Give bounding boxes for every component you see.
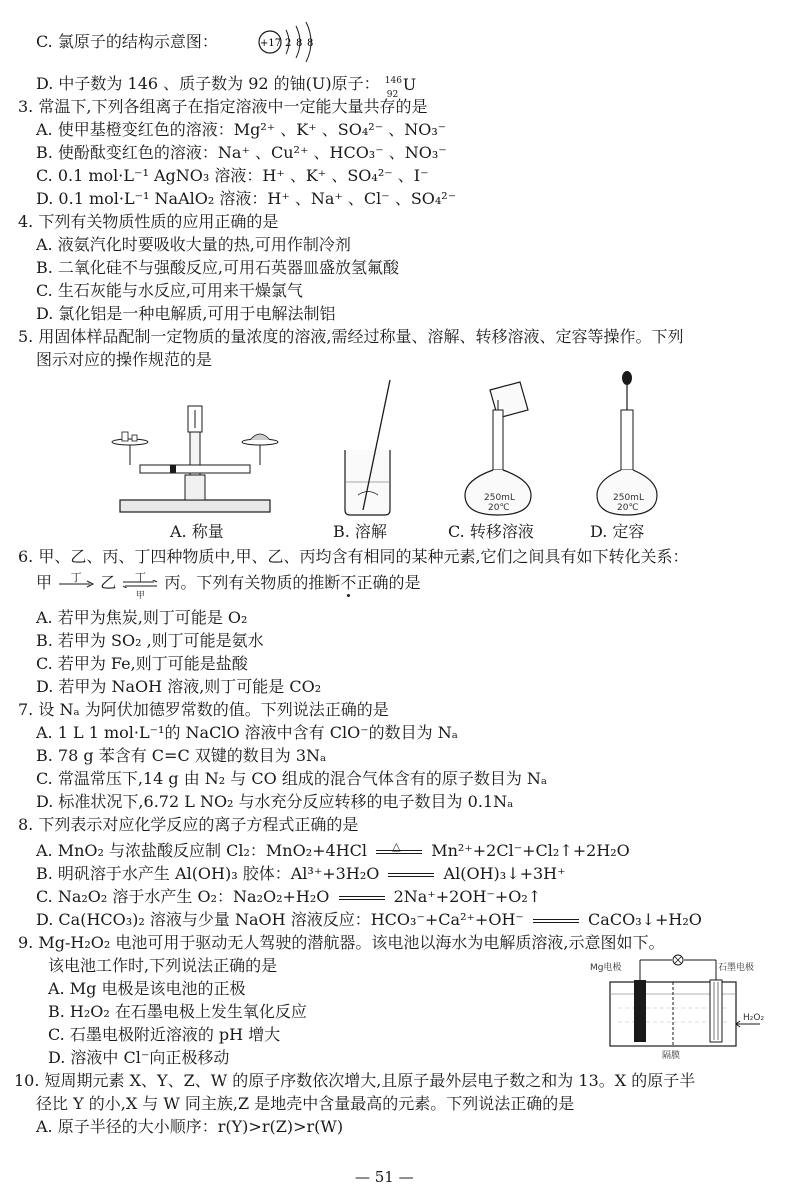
option-4c: C. 生石灰能与水反应,可用来干燥氯气 [36,281,303,300]
option-9a: A. Mg 电极是该电池的正极 [48,979,246,998]
isotope-atomic-number: 92 [386,89,399,100]
shell-2: 8 [296,38,303,49]
caption-c: C. 转移溶液 [448,522,534,541]
mg-electrode [634,980,646,1042]
question-7: 7. 设 Nₐ 为阿伏加德罗常数的值。下列说法正确的是 [18,700,389,719]
equals-sign [339,896,385,900]
uranium-isotope [384,74,419,100]
arrow-label: 丁 [134,570,146,584]
emphasis-not: 不 [340,573,357,592]
equals-heat-sign [376,839,422,854]
option-7d: D. 标准状况下,6.72 L NO₂ 与水充分反应转移的电子数目为 0.1Nₐ [36,792,514,811]
option-9d: D. 溶液中 Cl⁻向正极移动 [48,1048,230,1067]
reaction-arrow-1 [57,570,95,595]
h2o2-label: H₂O₂ [743,1013,765,1023]
membrane-label: 隔膜 [662,1051,681,1061]
option-8c [36,886,541,908]
reaction-arrow-2 [121,570,159,601]
substance-bing: 丙。下列有关物质的推断 [164,573,341,592]
flask-temp-c: 20℃ [488,503,510,513]
heat-symbol: △ [392,839,401,853]
conversion-relation [36,570,421,601]
equals-sign [388,873,434,877]
option-text: D. 中子数为 146 、质子数为 92 的铀(U)原子： [36,74,380,93]
mg-electrode-label: Mg电极 [590,963,622,973]
caption-d: D. 定容 [590,522,645,541]
isotope-symbol: U [402,74,417,94]
option-8b [36,863,566,885]
transfer-solution-illustration [465,382,531,515]
question-5: 5. 用固体样品配制一定物质的量浓度的溶液,需经过称量、溶解、转移溶液、定容等操作。下列 [18,327,684,346]
equation-right: CaCO₃↓+H₂O [588,910,702,929]
chlorine-atom-diagram [256,20,328,64]
option-1c [36,31,218,53]
graphite-electrode-label: 石墨电极 [718,963,755,973]
question-9: 9. Mg-H₂O₂ 电池可用于驱动无人驾驶的潜航器。该电池以海水为电解质溶液,示意图如下。 [18,933,665,952]
option-3b: B. 使酚酞变红色的溶液：Na⁺ 、Cu²⁺ 、HCO₃⁻ 、NO₃⁻ [36,143,447,162]
battery-diagram [588,952,778,1062]
question-9-cont: 该电池工作时,下列说法正确的是 [48,956,278,975]
option-7c: C. 常温常压下,14 g 由 N₂ 与 CO 组成的混合气体含有的原子数目为 Nₐ [36,769,548,788]
balance-illustration [112,406,278,512]
option-3c: C. 0.1 mol·L⁻¹ AgNO₃ 溶液：H⁺ 、K⁺ 、SO₄²⁻ 、I⁻ [36,166,429,185]
equation-left: B. 明矾溶于水产生 Al(OH)₃ 胶体：Al³⁺+3H₂O [36,864,380,883]
substance-yi: 乙 [100,573,117,592]
beaker-stirring-illustration [345,380,390,515]
option-1d [36,73,419,100]
option-6d: D. 若甲为 NaOH 溶液,则丁可能是 CO₂ [36,677,322,696]
option-4b: B. 二氧化硅不与强酸反应,可用石英器皿盛放氢氟酸 [36,258,400,277]
equation-right: Al(OH)₃↓+3H⁺ [443,864,566,883]
equation-left: D. Ca(HCO₃)₂ 溶液与少量 NaOH 溶液反应：HCO₃⁻+Ca²⁺+OH⁻ [36,910,524,929]
lab-operations-figure [100,370,700,520]
question-5-cont: 图示对应的操作规范的是 [36,350,213,369]
isotope-mass: 146 [384,75,402,86]
equals-sign [533,919,579,923]
equation-right: Mn²⁺+2Cl⁻+Cl₂↑+2H₂O [431,841,630,860]
question-3: 3. 常温下,下列各组离子在指定溶液中一定能大量共存的是 [18,97,428,116]
shell-3: 8 [307,38,314,49]
question-6: 6. 甲、乙、丙、丁四种物质中,甲、乙、丙均含有相同的某种元素,它们之间具有如下转化关系： [18,547,689,566]
option-4a: A. 液氨汽化时要吸收大量的热,可用作制冷剂 [36,235,351,254]
question-tail: 正确的是 [356,573,421,592]
question-10-cont: 径比 Y 的小,X 与 W 同主族,Z 是地壳中含量最高的元素。下列说法正确的是 [36,1094,575,1113]
option-6b: B. 若甲为 SO₂ ,则丁可能是氨水 [36,631,264,650]
option-6a: A. 若甲为焦炭,则丁可能是 O₂ [36,608,248,627]
equation-left: A. MnO₂ 与浓盐酸反应制 Cl₂：MnO₂+4HCl [36,841,368,860]
flask-temp-d: 20℃ [617,503,639,513]
equation-left: C. Na₂O₂ 溶于水产生 O₂：Na₂O₂+H₂O [36,887,330,906]
flask-label-c: 250mL [484,493,515,503]
option-8a [36,840,630,862]
option-7a: A. 1 L 1 mol·L⁻¹的 NaClO 溶液中含有 ClO⁻的数目为 Nₐ [36,723,458,742]
nucleus-charge: +17 [260,38,282,49]
option-3d: D. 0.1 mol·L⁻¹ NaAlO₂ 溶液：H⁺ 、Na⁺ 、Cl⁻ 、SO₄²⁻ [36,189,457,208]
equation-right: 2Na⁺+2OH⁻+O₂↑ [393,887,542,906]
option-6c: C. 若甲为 Fe,则丁可能是盐酸 [36,654,248,673]
flask-label-d: 250mL [613,493,644,503]
arrow-label: 丁 [70,570,82,584]
graphite-electrode [710,980,722,1042]
option-7b: B. 78 g 苯含有 C=C 双键的数目为 3Nₐ [36,746,327,765]
option-text: C. 氯原子的结构示意图： [36,32,218,51]
arrow-label-below: 甲 [135,590,145,601]
option-9c: C. 石墨电极附近溶液的 pH 增大 [48,1025,281,1044]
question-10: 10. 短周期元素 X、Y、Z、W 的原子序数依次增大,且原子最外层电子数之和为 13。X 的原子半 [14,1071,696,1090]
option-3a: A. 使甲基橙变红色的溶液：Mg²⁺ 、K⁺ 、SO₄²⁻ 、NO₃⁻ [36,120,447,139]
option-8d [36,909,702,931]
page-number: — 51 — [355,1168,414,1186]
shell-1: 2 [285,38,292,49]
option-9b: B. H₂O₂ 在石墨电极上发生氧化反应 [48,1002,307,1021]
question-4: 4. 下列有关物质性质的应用正确的是 [18,212,279,231]
option-4d: D. 氯化铝是一种电解质,可用于电解法制铝 [36,304,336,323]
option-10a: A. 原子半径的大小顺序：r(Y)>r(Z)>r(W) [36,1117,344,1136]
fix-volume-illustration [597,371,657,515]
caption-a: A. 称量 [170,522,224,541]
substance-jia: 甲 [36,573,53,592]
caption-b: B. 溶解 [333,522,387,541]
question-8: 8. 下列表示对应化学反应的离子方程式正确的是 [18,815,359,834]
